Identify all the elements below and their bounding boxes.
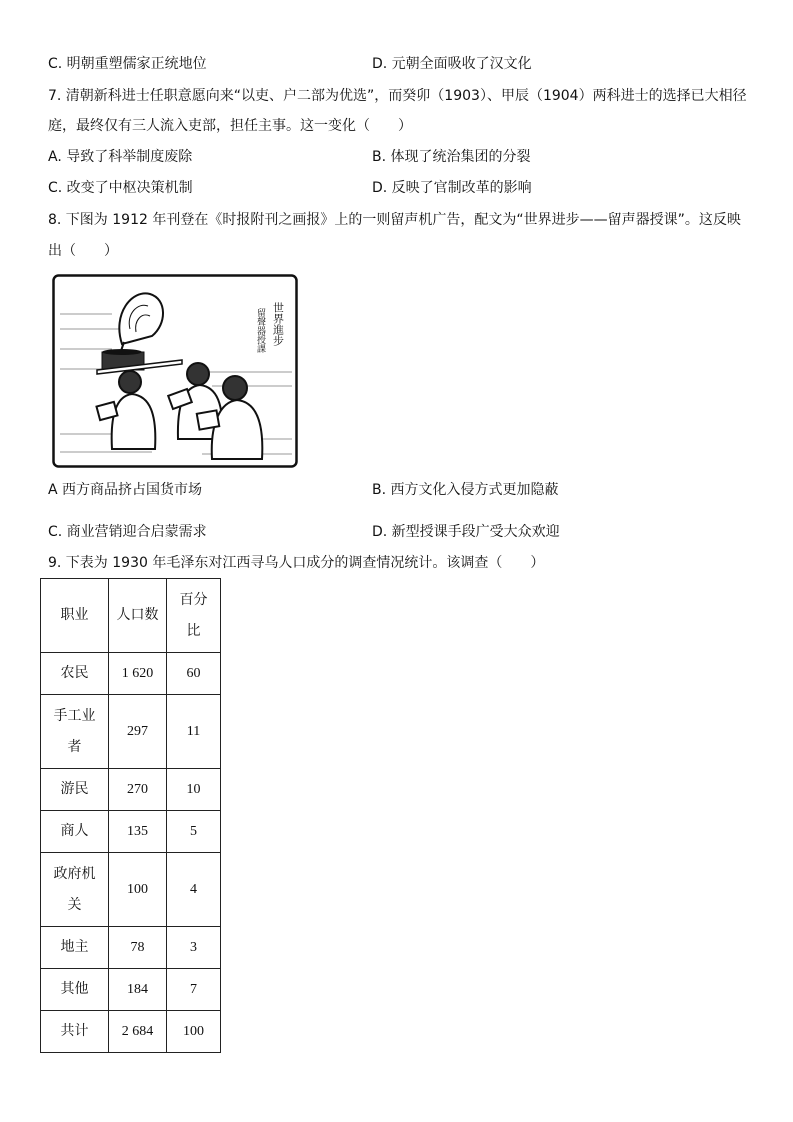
q7-option-a: A. 导致了科举制度废除 [48,149,193,165]
q7-option-b: B. 体现了统治集团的分裂 [372,149,531,165]
table-cell: 4 [167,853,221,927]
table-cell: 2 684 [109,1011,167,1053]
table-cell: 10 [167,769,221,811]
table-cell: 78 [109,927,167,969]
table-cell: 其他 [41,969,109,1011]
table-cell: 11 [167,695,221,769]
q6-option-c: C. 明朝重塑儒家正统地位 [48,56,207,72]
table-cell: 7 [167,969,221,1011]
table-row [41,853,221,927]
table-cell: 270 [109,769,167,811]
table-row [41,969,221,1011]
header-percentage: 百分比 [167,579,221,653]
table-cell: 184 [109,969,167,1011]
header-occupation: 职业 [41,579,109,653]
q8-stem-line1: 8. 下图为 1912 年刊登在《时报附刊之画报》上的一则留声机广告，配文为“世界进步——留声器授课”。这反映 [48,212,741,228]
table-row [41,927,221,969]
table-cell: 5 [167,811,221,853]
header-population: 人口数 [109,579,167,653]
table-cell: 手工业者 [41,695,109,769]
population-survey-table [40,578,221,1053]
table-header-row [41,579,221,653]
q8-stem-line2: 出（ ） [48,243,118,259]
table-row [41,695,221,769]
table-row [41,769,221,811]
table-row [41,653,221,695]
table-cell: 100 [109,853,167,927]
q8-option-a: A 西方商品挤占国货市场 [48,482,203,498]
table-cell: 60 [167,653,221,695]
q7-stem-line1: 7. 清朝新科进士任职意愿向来“以吏、户二部为优选”，而癸卯（1903）、甲辰（1904）两科进士的选择已大相径 [48,88,747,104]
q7-option-d: D. 反映了官制改革的影响 [372,180,532,196]
table-cell: 政府机关 [41,853,109,927]
table-cell: 100 [167,1011,221,1053]
table-cell: 297 [109,695,167,769]
table-row [41,1011,221,1053]
q9-stem: 9. 下表为 1930 年毛泽东对江西寻乌人口成分的调查情况统计。该调查（ ） [48,555,545,571]
gramophone-advertisement-image [52,274,298,468]
table-cell: 地主 [41,927,109,969]
table-cell: 农民 [41,653,109,695]
table-row [41,811,221,853]
table-cell: 3 [167,927,221,969]
table-cell: 1 620 [109,653,167,695]
image-caption-line1: 世界進步 [271,302,285,346]
q8-option-b: B. 西方文化入侵方式更加隐蔽 [372,482,559,498]
q6-option-d: D. 元朝全面吸收了汉文化 [372,56,532,72]
q7-option-c: C. 改变了中枢决策机制 [48,180,193,196]
table-cell: 135 [109,811,167,853]
table-cell: 商人 [41,811,109,853]
q8-option-d: D. 新型授课手段广受大众欢迎 [372,524,560,540]
table-cell: 共计 [41,1011,109,1053]
table-cell: 游民 [41,769,109,811]
q7-stem-line2: 庭，最终仅有三人流入吏部，担任主事。这一变化（ ） [48,118,412,134]
q8-option-c: C. 商业营销迎合启蒙需求 [48,524,207,540]
image-caption-line2: 留聲器授課 [255,308,265,353]
